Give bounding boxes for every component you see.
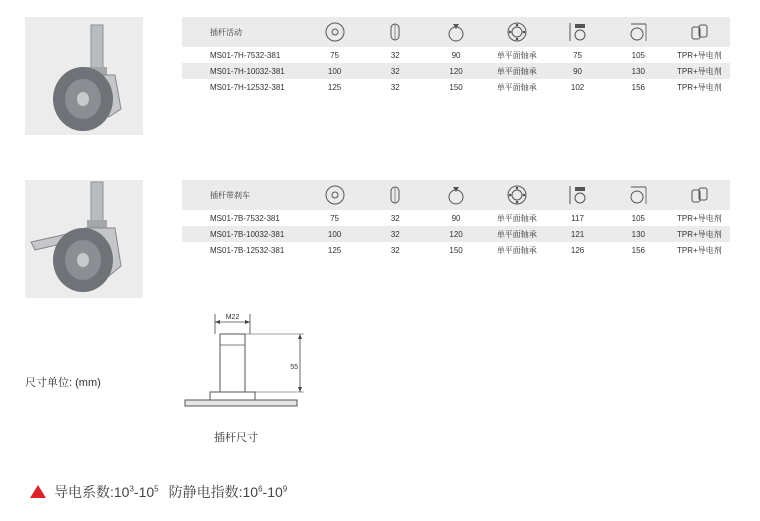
table-row xyxy=(182,242,730,258)
load-capacity-icon xyxy=(445,184,467,206)
mounting-height-value: 102 xyxy=(547,79,608,95)
antistatic-exp-b: 9 xyxy=(282,484,288,494)
model-number: MS01-7H-12532-381 xyxy=(182,79,304,95)
conductivity-exp-b: 5 xyxy=(154,484,159,494)
swivel-radius-value: 105 xyxy=(608,47,669,63)
material-value: TPR+导电剂 xyxy=(669,63,730,79)
load-capacity-value: 90 xyxy=(426,210,487,226)
wheel-diameter-value: 100 xyxy=(304,226,365,242)
load-capacity-value: 90 xyxy=(426,47,487,63)
antistatic-label: 防静电指数: xyxy=(168,484,243,500)
wheel-diameter-value: 125 xyxy=(304,242,365,258)
mounting-height-icon xyxy=(567,184,589,206)
mounting-height-value: 75 xyxy=(547,47,608,63)
bearing-value: 单平面轴承 xyxy=(486,242,547,258)
spec-table-swivel xyxy=(182,17,730,95)
material-value: TPR+导电剂 xyxy=(669,47,730,63)
swivel-radius-icon xyxy=(627,21,649,43)
model-number: MS01-7B-10032-381 xyxy=(182,226,304,242)
mounting-height-value: 90 xyxy=(547,63,608,79)
table-row xyxy=(182,79,730,95)
model-number: MS01-7H-10032-381 xyxy=(182,63,304,79)
wheel-diameter-value: 75 xyxy=(304,47,365,63)
swivel-radius-icon xyxy=(627,184,649,206)
caster-photo-swivel xyxy=(25,17,143,135)
wheel-diameter-icon xyxy=(324,184,346,206)
wheel-diameter-value: 75 xyxy=(304,210,365,226)
stem-caption: 插杆尺寸 xyxy=(214,432,258,444)
load-capacity-icon xyxy=(445,21,467,43)
load-capacity-value: 120 xyxy=(426,63,487,79)
spec-table-header xyxy=(182,180,730,210)
wheel-width-icon xyxy=(384,184,406,206)
caster-photo-brake xyxy=(25,180,143,298)
swivel-radius-value: 156 xyxy=(608,242,669,258)
material-value: TPR+导电剂 xyxy=(669,210,730,226)
load-capacity-value: 150 xyxy=(426,242,487,258)
bearing-icon xyxy=(506,184,528,206)
table-row xyxy=(182,210,730,226)
bearing-value: 单平面轴承 xyxy=(486,63,547,79)
material-value: TPR+导电剂 xyxy=(669,242,730,258)
swivel-radius-value: 130 xyxy=(608,63,669,79)
bearing-value: 单平面轴承 xyxy=(486,79,547,95)
mounting-height-value: 121 xyxy=(547,226,608,242)
conductivity-exp-a: 3 xyxy=(129,484,134,494)
wheel-width-value: 32 xyxy=(365,242,426,258)
product-name: 插杆带刹车 xyxy=(182,180,304,210)
conductivity-label: 导电系数: xyxy=(54,484,114,500)
wheel-width-value: 32 xyxy=(365,226,426,242)
material-icon xyxy=(688,184,710,206)
wheel-width-icon xyxy=(384,21,406,43)
mounting-height-value: 126 xyxy=(547,242,608,258)
stem-width-label: M22 xyxy=(225,314,240,321)
bearing-value: 单平面轴承 xyxy=(486,47,547,63)
swivel-caster-image xyxy=(25,17,143,135)
table-row xyxy=(182,226,730,242)
electrical-spec-note xyxy=(30,482,287,502)
antistatic-exp-a: 6 xyxy=(258,484,263,494)
antistatic-value-a: 10 xyxy=(242,484,259,500)
brake-caster-image xyxy=(25,180,143,298)
wheel-width-value: 32 xyxy=(365,47,426,63)
load-capacity-value: 120 xyxy=(426,226,487,242)
bearing-value: 单平面轴承 xyxy=(486,226,547,242)
stem-dimension-drawing xyxy=(180,308,315,423)
product-name: 插杆活动 xyxy=(182,17,304,47)
wheel-diameter-value: 100 xyxy=(304,63,365,79)
warning-triangle-icon xyxy=(30,485,46,498)
antistatic-value-b: -10 xyxy=(262,484,283,500)
table-row xyxy=(182,47,730,63)
spec-table-header xyxy=(182,17,730,47)
model-number: MS01-7H-7532-381 xyxy=(182,47,304,63)
unit-label: 尺寸单位: (mm) xyxy=(25,377,101,389)
mounting-height-icon xyxy=(567,21,589,43)
mounting-height-value: 117 xyxy=(547,210,608,226)
material-value: TPR+导电剂 xyxy=(669,226,730,242)
table-row xyxy=(182,63,730,79)
model-number: MS01-7B-7532-381 xyxy=(182,210,304,226)
material-value: TPR+导电剂 xyxy=(669,79,730,95)
swivel-radius-value: 105 xyxy=(608,210,669,226)
stem-height-label: 55 xyxy=(290,364,298,371)
swivel-radius-value: 130 xyxy=(608,226,669,242)
load-capacity-value: 150 xyxy=(426,79,487,95)
wheel-width-value: 32 xyxy=(365,63,426,79)
spec-table-brake xyxy=(182,180,730,258)
material-icon xyxy=(688,21,710,43)
swivel-radius-value: 156 xyxy=(608,79,669,95)
conductivity-value-a: 10 xyxy=(113,484,130,500)
conductivity-value-b: -10 xyxy=(133,484,155,500)
wheel-width-value: 32 xyxy=(365,79,426,95)
wheel-width-value: 32 xyxy=(365,210,426,226)
wheel-diameter-icon xyxy=(324,21,346,43)
bearing-value: 单平面轴承 xyxy=(486,210,547,226)
model-number: MS01-7B-12532-381 xyxy=(182,242,304,258)
bearing-icon xyxy=(506,21,528,43)
wheel-diameter-value: 125 xyxy=(304,79,365,95)
